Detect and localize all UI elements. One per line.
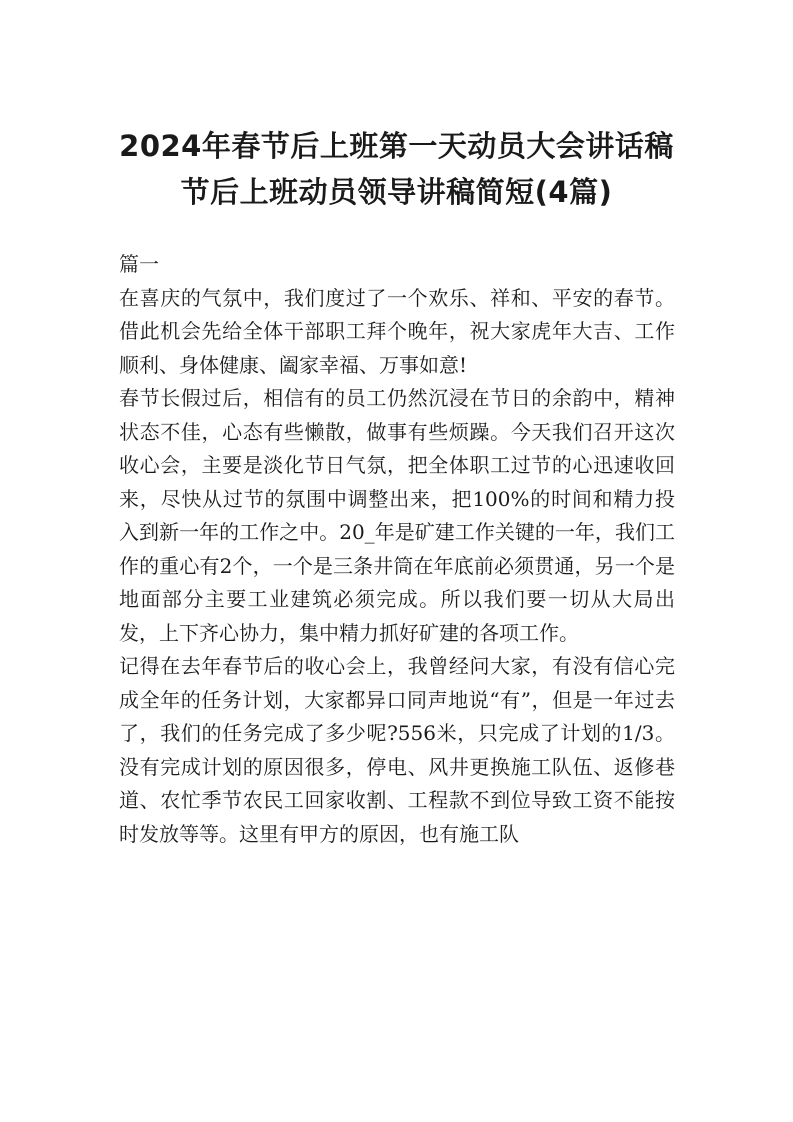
document-subtitle: 节后上班动员领导讲稿简短(4篇) <box>180 175 613 209</box>
paragraph: 在喜庆的气氛中，我们度过了一个欢乐、祥和、平安的春节。借此机会先给全体干部职工拜个晚年，祝大家虎年大吉、工作顺利、身体健康、阖家幸福、万事如意! <box>119 285 675 377</box>
paragraph: 春节长假过后，相信有的员工仍然沉浸在节日的余韵中，精神状态不佳，心态有些懒散，做事有些烦躁。今天我们召开这次收心会，主要是淡化节日气氛，把全体职工过节的心迅速收回来，尽快从过节的氛围中调整出来，把100%的时间和精力投入到新一年的工作之中。20_年是矿建工作关键的一年，我们工作的重心有2个，一个是三条井筒在年底前必须贯通，另一个是地面部分主要工业建筑必须完成。所以我们要一切从大局出发，上下齐心协力，集中精力抓好矿建的各项工作。 <box>119 386 675 645</box>
document-body <box>119 248 675 851</box>
document-title: 2024年春节后上班第一天动员大会讲话稿 <box>119 129 674 163</box>
section-label: 篇一 <box>119 252 159 276</box>
paragraph: 记得在去年春节后的收心会上，我曾经问大家，有没有信心完成全年的任务计划，大家都异口同声地说“有”，但是一年过去了，我们的任务完成了多少呢?556米，只完成了计划的1/3。没有完成计划的原因很多，停电、风井更换施工队伍、返修巷道、农忙季节农民工回家收割、工程款不到位导致工资不能按时发放等等。这里有甲方的原因，也有施工队 <box>119 654 675 846</box>
